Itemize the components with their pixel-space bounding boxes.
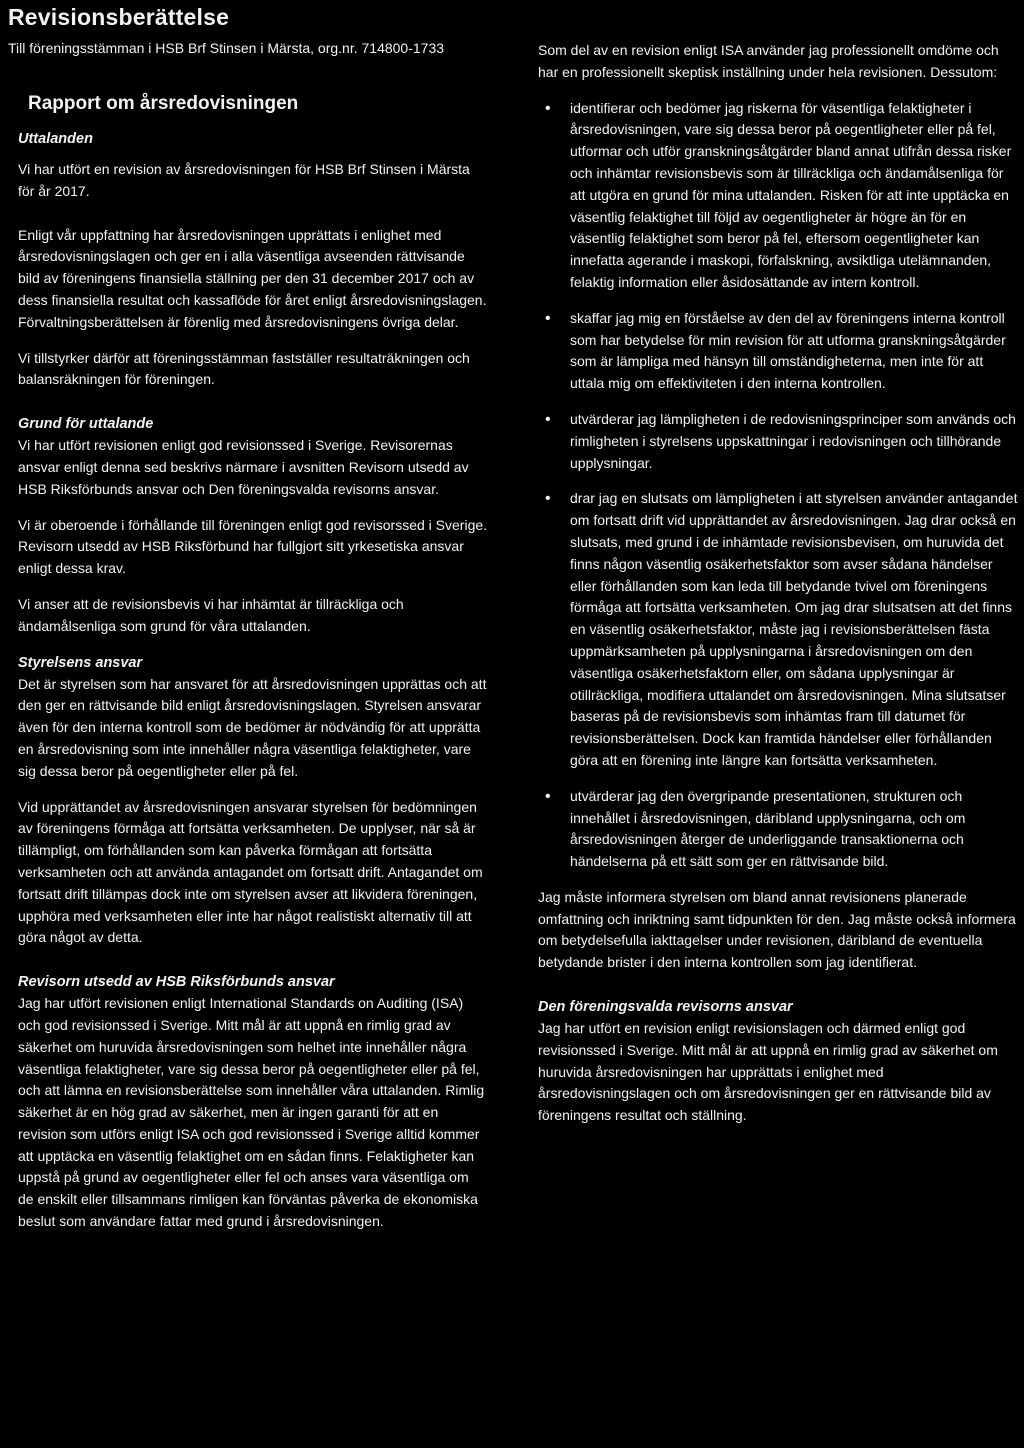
grund-heading: Grund för uttalande (18, 416, 154, 433)
audit-procedures-list (538, 98, 1018, 873)
grund-paragraph-2: Vi är oberoende i förhållande till föreningen enligt god revisorssed i Sverige. Revisorn utsedd av HSB Riksförbund har fullgjort sitt yrkesetiska ansvar enligt dessa krav. (18, 516, 488, 577)
document-subtitle: Till föreningsstämman i HSB Brf Stinsen i Märsta, org.nr. 714800-1733 (8, 40, 445, 56)
right-column (538, 40, 1018, 1127)
uttalanden-heading: Uttalanden (18, 131, 93, 147)
foreningsvalda-heading: Den föreningsvalda revisorns ansvar (538, 999, 793, 1016)
list-item-text: identifierar och bedömer jag riskerna för väsentliga felaktigheter i årsredovisningen, vare sig dessa beror på oegentligheter eller på fel, utformar och utför granskningsåtgärder bland annat utifrån dessa risker och inhämtar revisionsbevis som är tillräckliga och ändamålsenliga för att utgöra en grund för mina uttalanden. Risken för att inte upptäcka en väsentlig felaktighet till följd av oegentligheter är högre än för en väsentlig felaktighet som beror på fel, eftersom oegentligheter kan innefatta agerande i maskopi, förfalskning, avsiktliga utelämnanden, felaktig information eller åsidosättande av intern kontroll. (570, 99, 1012, 290)
revisorn-heading: Revisorn utsedd av HSB Riksförbunds ansvar (18, 974, 335, 991)
list-item (538, 308, 1018, 395)
bullet-icon: • (545, 99, 551, 117)
list-item (538, 488, 1018, 771)
grund-paragraph-3: Vi anser att de revisionsbevis vi har inhämtat är tillräckliga och ändamålsenliga som grund för våra uttalanden. (18, 595, 404, 634)
revisorn-paragraph-1: Jag har utfört revisionen enligt International Standards on Auditing (ISA) och god revisionssed i Sverige. Mitt mål är att uppnå en rimlig grad av säkerhet om huruvida årsredovisningen som helhet inte innehåller några väsentliga felaktigheter, vare sig dessa beror på oegentligheter eller på fel, och att lämna en revisionsberättelse som innehåller våra uttalanden. Rimlig säkerhet är en hög grad av säkerhet, men är ingen garanti för att en revision som utförs enligt ISA och god revisionssed i Sverige alltid kommer att upptäcka en väsentlig felaktighet om en sådan finns. Felaktigheter kan uppstå på grund av oegentligheter eller fel och anses vara väsentliga om de enskilt eller tillsammans rimligen kan förväntas påverka de ekonomiska beslut som användare fattar med grund i årsredovisningen. (18, 995, 485, 1230)
isa-intro-paragraph: Som del av en revision enligt ISA använder jag professionellt omdöme och har en professionellt skeptisk inställning under hela revisionen. Dessutom: (538, 42, 999, 80)
uttalanden-paragraph-3: Vi tillstyrker därför att föreningsstämman fastställer resultaträkningen och balansräkningen för föreningen. (18, 349, 470, 388)
styrelsen-heading: Styrelsens ansvar (18, 654, 143, 671)
document-title: Revisionsberättelse (8, 4, 230, 30)
list-item-text: drar jag en slutsats om lämpligheten i att styrelsen använder antagandet om fortsatt drift vid upprättandet av årsredovisningen. Jag drar också en slutsats, med grund i de inhämtade revisionsbevisen, om huruvida det finns någon väsentlig osäkerhetsfaktor som avser sådana händelser eller förhållanden som kan leda till betydande tvivel om föreningens förmåga att fortsätta verksamheten. Om jag drar slutsatsen att det finns en väsentlig osäkerhetsfaktor, måste jag i revisionsberättelsen fästa uppmärksamheten på upplysningarna i årsredovisningen om den väsentliga osäkerhetsfaktorn eller, om sådana upplysningar är otillräckliga, modifiera uttalandet om årsredovisningen. Mina slutsatser baseras på de revisionsbevis som inhämtas fram till datumet för revisionsberättelsen. Dock kan framtida händelser eller förhållanden göra att en förening inte längre kan fortsätta verksamheten. (570, 490, 1018, 768)
bullet-icon: • (545, 787, 551, 805)
styrelsen-paragraph-2: Vid upprättandet av årsredovisningen ansvarar styrelsen för bedömningen av föreningens förmåga att fortsätta verksamheten. De upplyser, när så är tillämpligt, om förhållanden som kan påverka förmågan att fortsätta verksamheten och att använda antagandet om fortsatt drift. Antagandet om fortsatt drift tillämpas dock inte om styrelsen avser att likvidera föreningen, upphöra med verksamheten eller inte har något realistiskt alternativ till att göra något av detta. (18, 798, 483, 946)
inform-board-paragraph: Jag måste informera styrelsen om bland annat revisionens planerade omfattning och inriktning samt tidpunkten för den. Jag måste också informera om betydelsefulla iakttagelser under revisionen, däribland de eventuella betydande brister i den interna kontrollen som jag identifierat. (538, 888, 1016, 971)
list-item (538, 786, 1018, 873)
list-item (538, 409, 1018, 474)
list-item-text: utvärderar jag den övergripande presentationen, strukturen och innehållet i årsredovisningen, däribland upplysningarna, och om årsredovisningen återger de underliggande transaktionerna och händelserna på ett sätt som ger en rättvisande bild. (570, 787, 966, 870)
foreningsvalda-paragraph-1: Jag har utfört en revision enligt revisionslagen och därmed enligt god revisionssed i Sverige. Mitt mål är att uppnå en rimlig grad av säkerhet om huruvida årsredovisningen har upprättats i enlighet med årsredovisningslagen och om årsredovisningen ger en rättvisande bild av föreningens resultat och ställning. (538, 1020, 998, 1124)
bullet-icon: • (545, 410, 551, 428)
list-item-text: skaffar jag mig en förståelse av den del av föreningens interna kontroll som har betydelse för min revision för att utforma granskningsåtgärder som är lämpliga med hänsyn till omständigheterna, men inte för att uttala mig om effektiviteten i den interna kontrollen. (570, 309, 1006, 392)
bullet-icon: • (545, 490, 551, 508)
uttalanden-paragraph-1: Vi har utfört en revision av årsredovisningen för HSB Brf Stinsen i Märsta för år 2017. (18, 161, 470, 199)
styrelsen-paragraph-1: Det är styrelsen som har ansvaret för att årsredovisningen upprättas och att den ger en rättvisande bild enligt årsredovisningslagen. Styrelsen ansvarar även för den interna kontroll som de bedömer är nödvändig för att upprätta en årsredovisning som inte innehåller några väsentliga felaktigheter, vare sig dessa beror på oegentligheter eller på fel. (18, 675, 487, 779)
list-item-text: utvärderar jag lämpligheten i de redovisningsprinciper som används och rimligheten i styrelsens uppskattningar i redovisningen och tillhörande upplysningar. (570, 410, 1016, 471)
left-column (18, 128, 488, 1233)
list-item (538, 98, 1018, 294)
bullet-icon: • (545, 309, 551, 327)
grund-paragraph-1: Vi har utfört revisionen enligt god revisionssed i Sverige. Revisorernas ansvar enligt denna sed beskrivs närmare i avsnitten Revisorn utsedd av HSB Riksförbunds ansvar och Den föreningsvalda revisorns ansvar. (18, 437, 469, 497)
uttalanden-paragraph-2: Enligt vår uppfattning har årsredovisningen upprättats i enlighet med årsredovisningslagen och ger en i alla väsentliga avseenden rättvisande bild av föreningens finansiella ställning per den 31 december 2017 och av dess finansiella resultat och kassaflöde för året enligt årsredovisningslagen. Förvaltningsberättelsen är förenlig med årsredovisningens övriga delar. (18, 226, 487, 330)
section-heading: Rapport om årsredovisningen (28, 93, 299, 114)
